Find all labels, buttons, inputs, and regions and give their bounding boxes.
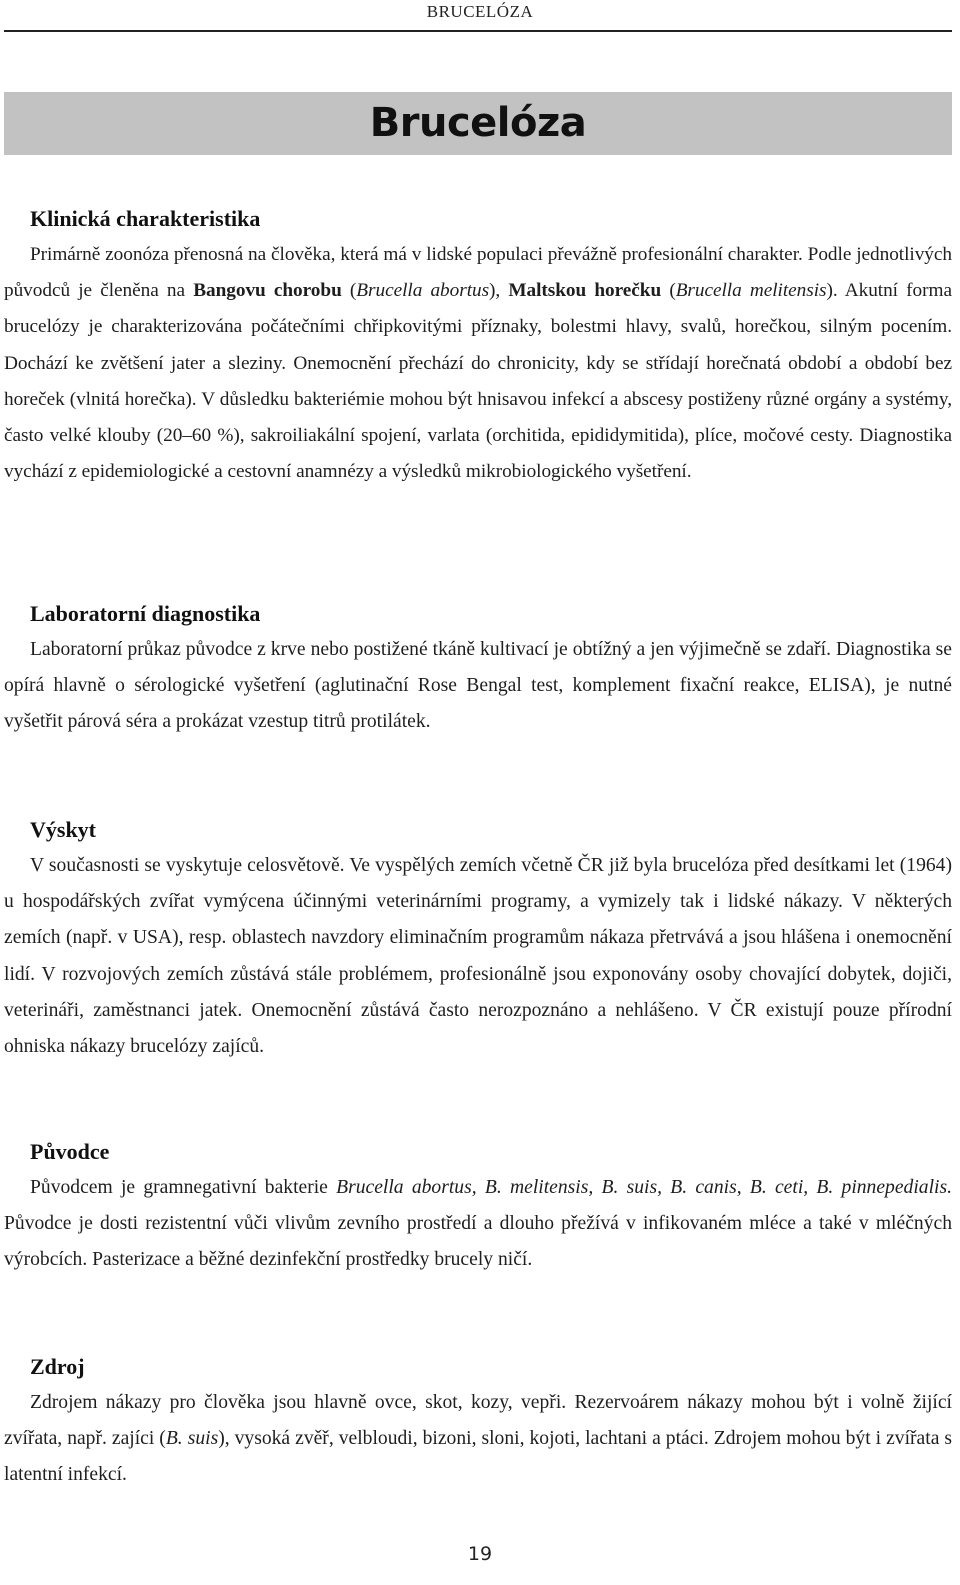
section-heading: Původce xyxy=(30,1139,110,1164)
section-puvodce xyxy=(4,1134,952,1279)
section-laboratorni-diagnostika xyxy=(4,596,952,741)
running-head: BRUCELÓZA xyxy=(426,2,534,21)
section-text: Primárně zoonóza přenosná na člověka, která má v lidské populaci převážně profesionální charakter. Podle jednotlivých původců je členěna na Bangovu chorobu (Brucella abortus), Maltskou horečku (Brucella melitensis). Akutní forma brucelózy je charakterizována počátečními chřipkovitými příznaky, bolestmi hlavy, svalů, horečkou, silným pocením. Dochází ke zvětšení jater a sleziny. Onemocnění přechází do chronicity, kdy se střídají horečnatá období a období bez horeček (vlnitá horečka). V důsledku bakteriémie mohou být hnisavou infekcí a abscesy postiženy různé orgány a systémy, často velké klouby (20–60 %), sakroiliakální spojení, varlata (orchitida, epididymitida), plíce, močové cesty. Diagnostika vychází z epidemiologické a cestovní anamnézy a výsledků mikrobiologického vyšetření. xyxy=(4,244,952,483)
section-text: V současnosti se vyskytuje celosvětově. Ve vyspělých zemích včetně ČR již byla brucelóza před desítkami let (1964) u hospodářských zvířat vymýcena účinnými veterinárními programy, a vymizely tak i lidské nákazy. V některých zemích (např. v USA), resp. oblastech navzdory eliminačním programům nákaza přetrvává a jsou hlášena i onemocnění lidí. V rozvojových zemích zůstává stále problémem, profesionálně jsou exponovány osoby chovající dobytek, dojiči, veterináři, zaměstnanci jatek. Onemocnění zůstává často nerozpoznáno a nehlášeno. V ČR existují pouze přírodní ohniska nákazy brucelózy zajíců. xyxy=(4,855,952,1058)
section-heading: Klinická charakteristika xyxy=(30,206,261,231)
page-title: Brucelóza xyxy=(369,100,587,146)
section-text: Zdrojem nákazy pro člověka jsou hlavně ovce, skot, kozy, vepři. Rezervoárem nákazy mohou být i volně žijící zvířata, např. zajíci (B. suis), vysoká zvěř, velbloudi, bizoni, sloni, kojoti, lachtani a ptáci. Zdrojem mohou být i zvířata s latentní infekcí. xyxy=(4,1392,953,1486)
section-klinicka-charakteristika xyxy=(4,201,952,490)
section-heading: Výskyt xyxy=(30,817,97,842)
section-text: Laboratorní průkaz původce z krve nebo postižené tkáně kultivací je obtížný a jen výjimečně se zdaří. Diagnostika se opírá hlavně o sérologické vyšetření (aglutinační Rose Bengal test, komplement fixační reakce, ELISA), je nutné vyšetřit párová séra a prokázat vzestup titrů protilátek. xyxy=(4,639,952,733)
section-text: Původcem je gramnegativní bakterie Brucella abortus, B. melitensis, B. suis, B. canis, B. ceti, B. pinnepedialis. Původce je dosti rezistentní vůči vlivům zevního prostředí a dlouho přežívá v infikovaném mléce a také v mléčných výrobcích. Pasterizace a běžné dezinfekční prostředky brucely ničí. xyxy=(4,1177,952,1271)
section-zdroj xyxy=(4,1349,952,1494)
section-heading: Zdroj xyxy=(30,1354,85,1379)
page-number: 19 xyxy=(467,1543,493,1565)
section-vyskyt xyxy=(4,812,952,1065)
header-rule xyxy=(4,30,952,32)
title-bar xyxy=(4,92,952,155)
section-heading: Laboratorní diagnostika xyxy=(30,601,261,626)
